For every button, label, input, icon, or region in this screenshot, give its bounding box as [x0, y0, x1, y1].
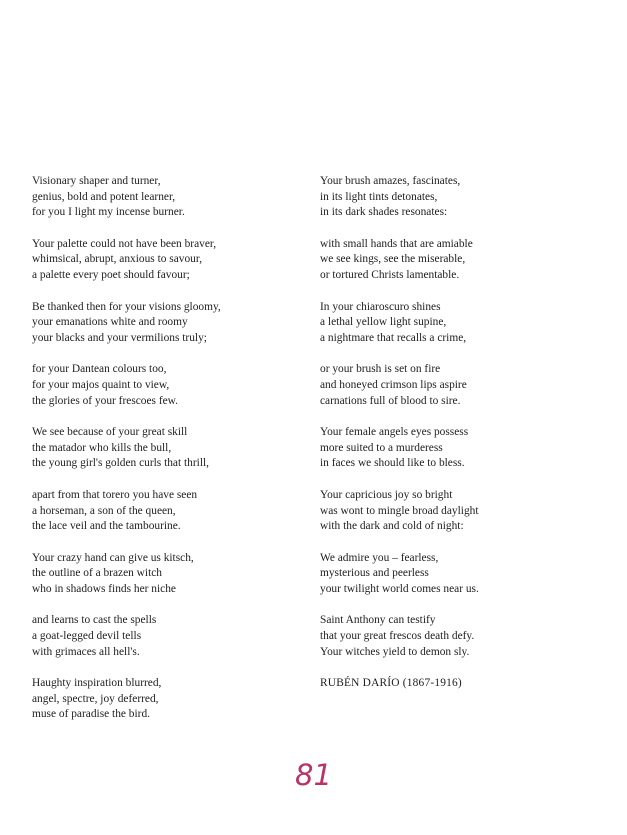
- stanza: [320, 551, 610, 598]
- stanza: [320, 174, 610, 221]
- stanza: [32, 488, 302, 535]
- stanza: [320, 613, 610, 660]
- poem-line: that your great frescos death defy.: [320, 630, 475, 643]
- poem-line: mysterious and peerless: [320, 567, 429, 580]
- poem-line: for your Dantean colours too,: [32, 363, 167, 376]
- poem-line: We see because of your great skill: [32, 426, 188, 439]
- poem-line: in its light tints detonates,: [320, 190, 438, 203]
- poem-line: the glories of your frescoes few.: [32, 394, 179, 407]
- poem-line: or tortured Christs lamentable.: [320, 268, 460, 281]
- stanza: [320, 237, 610, 284]
- stanza: [32, 425, 302, 472]
- poem-line: We admire you – fearless,: [320, 551, 439, 564]
- poem-line: a lethal yellow light supine,: [320, 316, 447, 329]
- stanza: [320, 300, 610, 347]
- poem-line: with the dark and cold of night:: [320, 520, 464, 533]
- poem-line: with grimaces all hell's.: [32, 645, 140, 658]
- poem-line: genius, bold and potent learner,: [32, 190, 176, 203]
- poem-line: Your crazy hand can give us kitsch,: [32, 551, 194, 564]
- stanza: [32, 613, 302, 660]
- poem-line: in faces we should like to bless.: [320, 457, 465, 470]
- poem-line: Your brush amazes, fascinates,: [320, 175, 461, 187]
- stanza: [32, 551, 302, 598]
- poem-line: a goat-legged devil tells: [32, 630, 142, 643]
- poem-line: Your capricious joy so bright: [320, 488, 453, 501]
- poem-line: for your majos quaint to view,: [32, 378, 170, 391]
- stanza: [32, 237, 302, 284]
- poem-line: Your witches yield to demon sly.: [320, 645, 470, 658]
- poem-line: for you I light my incense burner.: [32, 206, 185, 219]
- poem-line: muse of paradise the bird.: [32, 708, 150, 721]
- poem-line: Your female angels eyes possess: [320, 426, 469, 439]
- poem-right-column: [320, 174, 610, 692]
- poem-line: a nightmare that recalls a crime,: [320, 331, 467, 344]
- poem-line: the young girl's golden curls that thrill,: [32, 457, 209, 470]
- poem-line: or your brush is set on fire: [320, 363, 441, 376]
- poem-line: Saint Anthony can testify: [320, 614, 436, 627]
- poem-line: the matador who kills the bull,: [32, 441, 172, 454]
- stanza: [32, 676, 302, 723]
- poem-line: a horseman, a son of the queen,: [32, 504, 176, 517]
- poem-line: In your chiaroscuro shines: [320, 300, 441, 313]
- poem-line: we see kings, see the miserable,: [320, 253, 466, 266]
- poem-line: Visionary shaper and turner,: [32, 175, 161, 187]
- poem-signature: RUBÉN DARÍO (1867-1916): [320, 677, 462, 690]
- poem-line: Be thanked then for your visions gloomy,: [32, 300, 221, 313]
- poem-line: was wont to mingle broad daylight: [320, 504, 479, 517]
- poem-line: a palette every poet should favour;: [32, 268, 190, 281]
- stanza: [32, 174, 302, 221]
- page-number: 81: [295, 758, 332, 792]
- poem-line: in its dark shades resonates:: [320, 206, 448, 219]
- poem-line: with small hands that are amiable: [320, 237, 473, 250]
- poem-line: angel, spectre, joy deferred,: [32, 692, 159, 705]
- stanza: [32, 300, 302, 347]
- poem-line: carnations full of blood to sire.: [320, 394, 461, 407]
- poem-line: your blacks and your vermilions truly;: [32, 331, 207, 344]
- poem-line: the outline of a brazen witch: [32, 567, 162, 580]
- stanza: [320, 425, 610, 472]
- poem-line: Your palette could not have been braver,: [32, 237, 217, 250]
- poem-line: and honeyed crimson lips aspire: [320, 378, 467, 391]
- poem-left-column: [32, 174, 302, 739]
- poem-line: Haughty inspiration blurred,: [32, 677, 162, 690]
- poem-line: who in shadows finds her niche: [32, 582, 176, 595]
- stanza: [320, 362, 610, 409]
- poem-line: your twilight world comes near us.: [320, 582, 479, 595]
- poem-line: whimsical, abrupt, anxious to savour,: [32, 253, 203, 266]
- poem-line: more suited to a murderess: [320, 441, 443, 454]
- poem-line: apart from that torero you have seen: [32, 488, 198, 501]
- stanza: [32, 362, 302, 409]
- stanza: [320, 488, 610, 535]
- right-stanzas: [320, 174, 610, 660]
- poem-line: and learns to cast the spells: [32, 614, 157, 627]
- poem-line: the lace veil and the tambourine.: [32, 520, 181, 533]
- poem-line: your emanations white and roomy: [32, 316, 188, 329]
